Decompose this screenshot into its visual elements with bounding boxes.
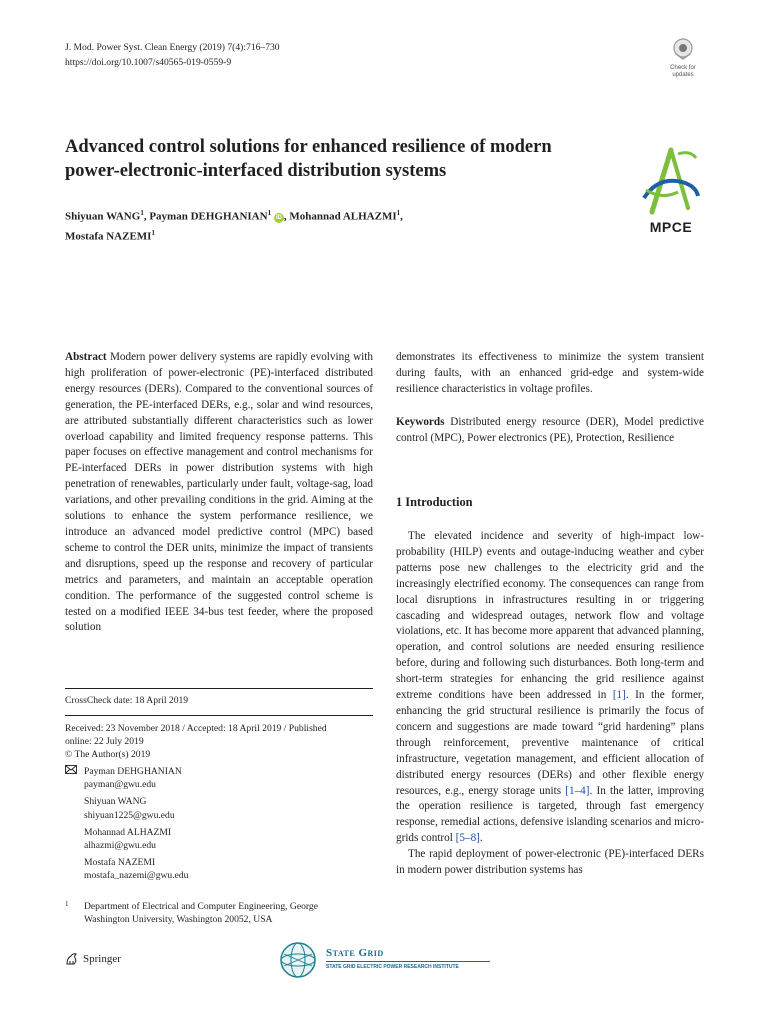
state-grid-logo bbox=[278, 940, 493, 980]
abstract-continuation: demonstrates its effectiveness to minimize the system transient during faults, with an enhanced grid-edge and system-wide resilience characteristics in voltage profiles. bbox=[396, 351, 704, 395]
check-for-updates-badge[interactable] bbox=[663, 38, 703, 78]
keywords bbox=[396, 415, 704, 447]
keywords-text: Distributed energy resource (DER), Model predictive control (MPC), Power electronics (PE), Protection, Resilience bbox=[396, 416, 704, 444]
affiliation-mark: 1 bbox=[140, 209, 144, 217]
contact-list bbox=[65, 765, 365, 883]
affiliation-mark: 1 bbox=[267, 209, 272, 217]
intro-text: The elevated incidence and severity of high-impact low-probability (HILP) events and outage-inducing weather and cyber patterns pose new challenges to the electricity grid and the increasingly electrified economy. The consequences can range from local disruptions in infrastructures resulting in or triggering cascading and widespread outages, network flow and voltage violations, etc. It has become more apparent that advanced planning, operation, and control solutions are needed ensuring resilience before, during and following such disturbances. Both long-term and short-term strategies for enhancing the grid resilience against extreme conditions have been addressed in bbox=[396, 530, 704, 702]
author-name: Mohannad ALHAZMI bbox=[289, 210, 397, 223]
orcid-icon[interactable]: iD bbox=[275, 214, 282, 221]
badge-text-1: Check for bbox=[670, 65, 696, 71]
affiliation-line-1: Department of Electrical and Computer Engineering, George bbox=[84, 901, 318, 912]
copyright: © The Author(s) 2019 bbox=[65, 749, 151, 761]
abstract bbox=[65, 350, 373, 636]
affiliation-footnote-mark: 1 bbox=[65, 900, 69, 908]
doi-link[interactable]: https://doi.org/10.1007/s40565-019-0559-9 bbox=[65, 57, 232, 68]
received-line-2: online: 22 July 2019 bbox=[65, 736, 144, 748]
received-line-1: Received: 23 November 2018 / Accepted: 18 April 2019 / Published bbox=[65, 723, 327, 734]
keywords-label: Keywords bbox=[396, 416, 445, 428]
contact-entry bbox=[65, 826, 365, 852]
contact-name: Shiyuan WANG bbox=[84, 796, 147, 808]
contact-entry bbox=[65, 795, 365, 821]
intro-paragraph-2: The rapid deployment of power-electronic (PE)-interfaced DERs in modern power distribution systems has bbox=[396, 848, 704, 877]
mpce-logo bbox=[638, 146, 704, 236]
contact-name: Mohannad ALHAZMI bbox=[84, 826, 172, 838]
author-name: Shiyuan WANG bbox=[65, 210, 141, 223]
author-list: Shiyuan WANG$^1$, Payman DEHGHANIAN$^1$ iD , Mohannad ALHAZMI$^1$, Mostafa NAZEMI$^1$ bbox=[65, 209, 403, 243]
mpce-emblem-icon bbox=[638, 146, 704, 218]
state-grid-rule bbox=[326, 961, 490, 962]
publication-history bbox=[65, 722, 385, 762]
contact-email[interactable]: shiyuan1225@gwu.edu bbox=[84, 809, 175, 821]
contact-entry bbox=[65, 856, 365, 882]
mpce-logo-text: MPCE bbox=[649, 219, 693, 235]
affiliation-mark: 1 bbox=[151, 228, 155, 237]
contact-email[interactable]: payman@gwu.edu bbox=[84, 779, 156, 791]
paper-title bbox=[65, 135, 645, 183]
affiliation-line-2: Washington University, Washington 20052, USA bbox=[84, 914, 273, 926]
intro-text: . In the former, enhancing the grid structural resilience is primarily the focus of concern and suggestions are made toward “grid hardening” plans through reinforcement, preventive maintenance of critical infrastructure, vegetation management, and efficient allocation of distributed energy resources (DERs) and other flexible energy resources, e.g., energy storage units bbox=[396, 689, 704, 797]
author-name: Mostafa NAZEMI bbox=[65, 230, 152, 243]
abstract-text: Modern power delivery systems are rapidly evolving with high proliferation of power-electronic (PE)-interfaced distributed energy resources (DERs). Compared to the conventional sources of generation, the PE-interfaced DERs, e.g., solar and wind resources, are attributed substantially different characteristics such as lower overload capability and limited frequency response patterns. This paper focuses on effective management and control mechanisms for PE-interfaced DERs in power distribution systems with high penetration of renewables, particularly under fault, voltage-sag, load variations, and other prevailing conditions in the grid. Aiming at the solutions to enhance the system performance resilience, we introduce an advanced model predictive control (MPC) based scheme to control the DER units, minimize the impact of transients and disruptions, speed up the response and recovery of particular metrics and parameters, and maintain an acceptable operation condition. The performance of the suggested control scheme is tested on a modified IEEE 34-bus test feeder, where the proposed solution bbox=[65, 351, 373, 634]
citation-link[interactable]: [1–4] bbox=[565, 784, 590, 797]
section-heading-introduction: 1 Introduction bbox=[396, 495, 473, 509]
author-name: Payman DEHGHANIAN bbox=[149, 210, 268, 223]
intro-text: . bbox=[479, 832, 483, 845]
divider-top bbox=[65, 688, 373, 689]
contact-entry bbox=[65, 765, 365, 791]
contact-email[interactable]: mostafa_nazemi@gwu.edu bbox=[84, 870, 189, 882]
globe-icon bbox=[278, 940, 318, 980]
bookmark-ribbon-icon bbox=[670, 38, 696, 60]
contact-email[interactable]: alhazmi@gwu.edu bbox=[84, 840, 156, 852]
state-grid-title: State Grid bbox=[326, 947, 384, 959]
contact-name: Payman DEHGHANIAN bbox=[84, 766, 182, 777]
title-line-1: Advanced control solutions for enhanced resilience of modern bbox=[65, 137, 552, 157]
springer-logo bbox=[65, 952, 121, 966]
badge-text-2: updates bbox=[672, 71, 694, 78]
springer-horse-icon bbox=[65, 952, 79, 966]
introduction-body bbox=[396, 529, 704, 879]
citation-link[interactable]: [1] bbox=[612, 689, 626, 702]
intro-paragraph-1 bbox=[396, 529, 704, 847]
springer-text: Springer bbox=[83, 953, 121, 965]
affiliation-mark: 1 bbox=[396, 209, 401, 217]
state-grid-subtitle: STATE GRID ELECTRIC POWER RESEARCH INSTITUTE bbox=[326, 964, 459, 970]
crosscheck-date: CrossCheck date: 18 April 2019 bbox=[65, 695, 189, 706]
title-line-2: power-electronic-interfaced distribution systems bbox=[65, 161, 447, 181]
intro-text: . In the latter, improving the operation resilience is targeted, through fast emergency response, remedial actions, defensive islanding scenarios and micro-grids control bbox=[396, 784, 704, 845]
journal-citation: J. Mod. Power Syst. Clean Energy (2019) 7(4):716–730 bbox=[65, 42, 280, 53]
abstract-label: Abstract bbox=[65, 351, 107, 363]
divider-middle bbox=[65, 715, 373, 716]
contact-name: Mostafa NAZEMI bbox=[84, 857, 156, 869]
affiliation-footnote bbox=[65, 900, 375, 926]
envelope-icon bbox=[65, 765, 77, 779]
citation-link[interactable]: [5–8] bbox=[455, 832, 480, 845]
